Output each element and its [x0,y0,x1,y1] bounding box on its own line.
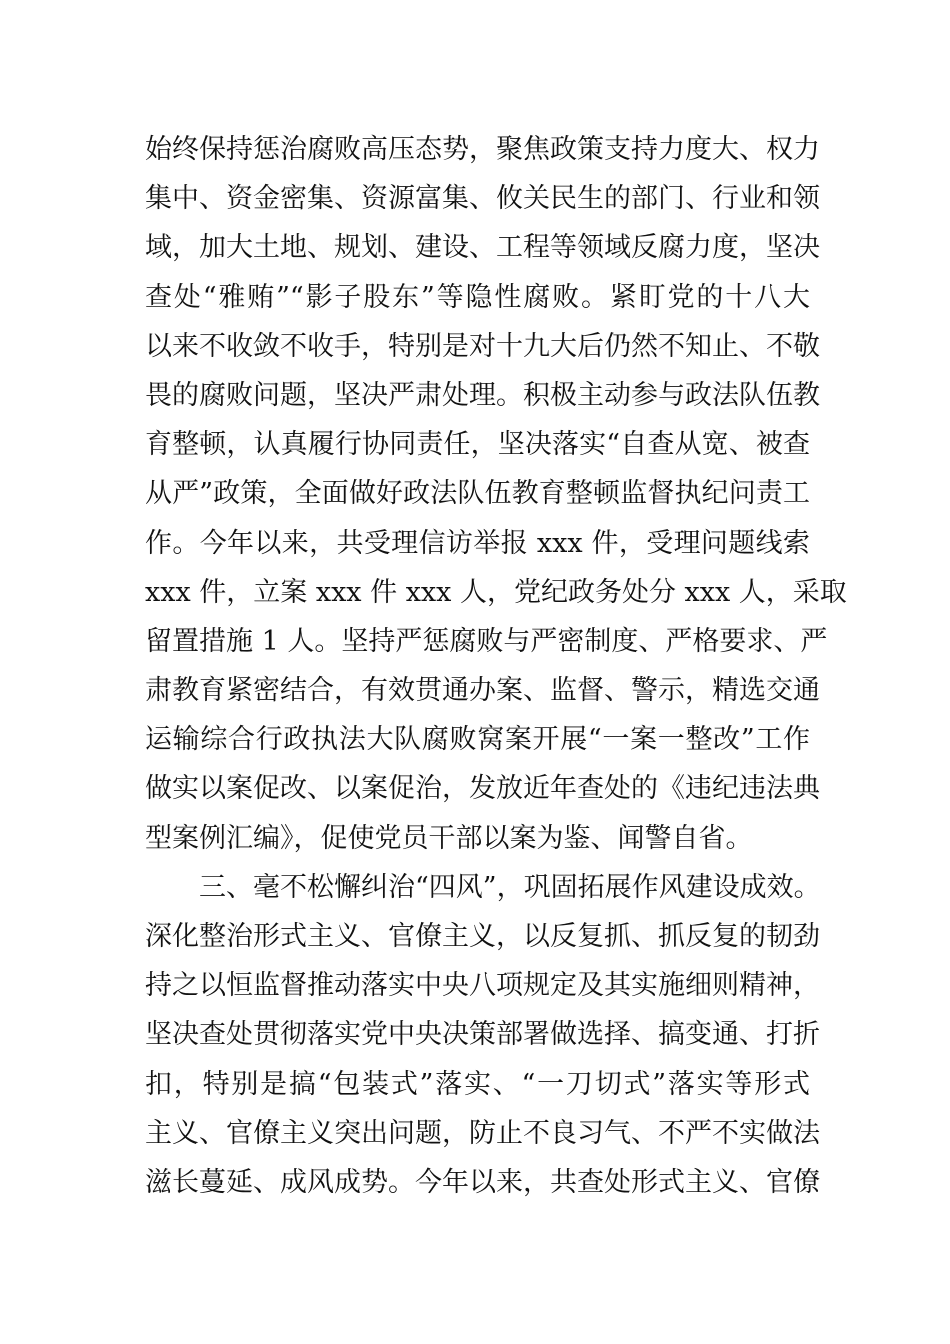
text-line-4: 查处“雅贿”“影子股东”等隐性腐败。紧盯党的十八大 [145,281,810,313]
text-line-8: 从严”政策，全面做好政法队伍教育整顿监督执纪问责工 [145,478,810,510]
text-line-11: 留置措施 1 人。坚持严惩腐败与严密制度、严格要求、严 [145,625,828,657]
text-line-19: 坚决查处贯彻落实党中央决策部署做选择、搞变通、打折 [145,1019,820,1051]
text-line-12: 肃教育紧密结合，有效贯通办案、监督、警示，精选交通 [145,675,820,707]
section-heading-line: 三、毫不松懈纠治“四风”，巩固拓展作风建设成效。 [199,871,821,903]
text-line-14: 做实以案促改、以案促治，发放近年查处的《违纪违法典 [145,773,820,805]
text-line-9: 作。今年以来，共受理信访举报 xxx 件，受理问题线索 [145,527,810,559]
text-line-7: 育整顿，认真履行协同责任，坚决落实“自查从宽、被查 [145,429,810,461]
text-line-6: 畏的腐败问题，坚决严肃处理。积极主动参与政法队伍教 [145,379,820,411]
text-line-3: 域，加大土地、规划、建设、工程等领域反腐力度，坚决 [145,232,820,264]
text-line-10: xxx 件，立案 xxx 件 xxx 人，党纪政务处分 xxx 人，采取 [145,576,847,608]
text-line-1: 始终保持惩治腐败高压态势，聚焦政策支持力度大、权力 [145,134,820,165]
text-line-5: 以来不收敛不收手，特别是对十九大后仍然不知止、不敬 [145,330,820,362]
text-line-18: 持之以恒监督推动落实中央八项规定及其实施细则精神， [145,970,820,1002]
text-line-22: 滋长蔓延、成风成势。今年以来，共查处形式主义、官僚 [145,1166,820,1198]
text-line-2: 集中、资金密集、资源富集、攸关民生的部门、行业和领 [145,183,820,215]
text-line-21: 主义、官僚主义突出问题，防止不良习气、不严不实做法 [145,1117,820,1149]
document-body [145,125,847,1207]
text-line-13: 运输综合行政执法大队腐败窝案开展“一案一整改”工作 [145,724,810,756]
text-line-20: 扣，特别是搞“包装式”落实、“一刀切式”落实等形式 [145,1068,810,1100]
text-line-15: 型案例汇编》，促使党员干部以案为鉴、闻警自省。 [145,822,753,854]
text-line-17: 深化整治形式主义、官僚主义，以反复抓、抓反复的韧劲 [145,921,820,952]
